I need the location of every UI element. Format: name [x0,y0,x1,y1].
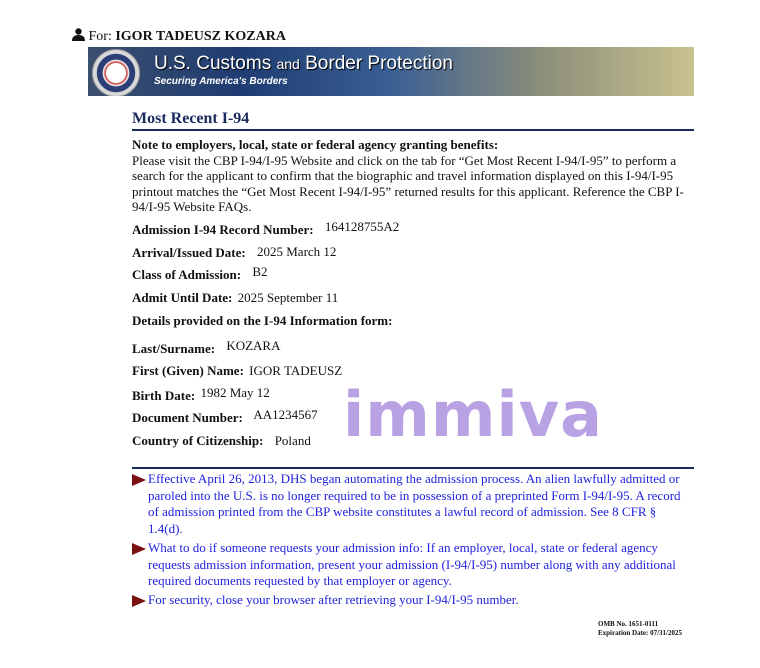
arrow-icon [132,474,146,486]
divider [132,129,694,131]
omb-info: OMB No. 1651-0111 Expiration Date: 07/31/2025 [598,620,682,637]
banner-title: U.S. Customs and Border Protection [154,53,453,74]
note-body: Please visit the CBP I-94/I-95 Website and click on the tab for “Get Most Recent I-94/I-95” to perform a search for the applicant to confirm that the biographic and travel information displayed on this I-94/I-95 printout matches the “Get Most Recent I-94/I-95” returned results for this applicant. Reference the CBP I-94/I-95 Website FAQs. [132,152,684,215]
banner-subtitle: Securing America's Borders [154,76,288,87]
field-record-number: Admission I-94 Record Number: 164128755A2 [132,219,400,237]
arrow-icon [132,543,146,555]
field-arrival-date: Arrival/Issued Date: 2025 March 12 [132,244,337,260]
watermark: immiva [343,378,603,451]
detail-given-name: First (Given) Name: IGOR TADEUSZ [132,363,343,378]
bullet-item: Effective April 26, 2013, DHS began automating the admission process. An alien lawfully admitted or paroled into the U.S. is no longer required to be in possession of a preprinted Form I-94/I-95. A record of admission printed from the CBP website constitutes a lawful record of admission. See 8 CFR § 1.4(d). [132,471,688,537]
detail-document-number: Document Number: AA1234567 [132,407,318,425]
detail-birth-date: Birth Date: 1982 May 12 [132,385,270,403]
cbp-seal-icon [92,49,140,96]
field-admit-until: Admit Until Date: 2025 September 11 [132,290,339,305]
applicant-name: IGOR TADEUSZ KOZARA [115,29,286,44]
arrow-icon [132,595,146,607]
field-class: Class of Admission: B2 [132,264,268,282]
note-heading: Note to employers, local, state or federal agency granting benefits: [132,137,499,152]
details-heading: Details provided on the I-94 Information form: [132,313,393,328]
page-title: Most Recent I-94 [132,110,250,127]
detail-citizenship: Country of Citizenship: Poland [132,433,311,448]
detail-surname: Last/Surname: KOZARA [132,338,281,356]
bullet-item: For security, close your browser after retrieving your I-94/I-95 number. [132,592,688,609]
employer-note [132,137,692,215]
divider [132,467,694,469]
bullet-item: What to do if someone requests your admission info: If an employer, local, state or federal agency requests admission information, present your admission (I-94/I-95) number along with any additional required documents requested by that employer or agency. [132,540,688,590]
person-icon [72,28,85,41]
cbp-banner [88,47,694,96]
for-label: For: [88,29,112,44]
for-line [72,28,286,45]
